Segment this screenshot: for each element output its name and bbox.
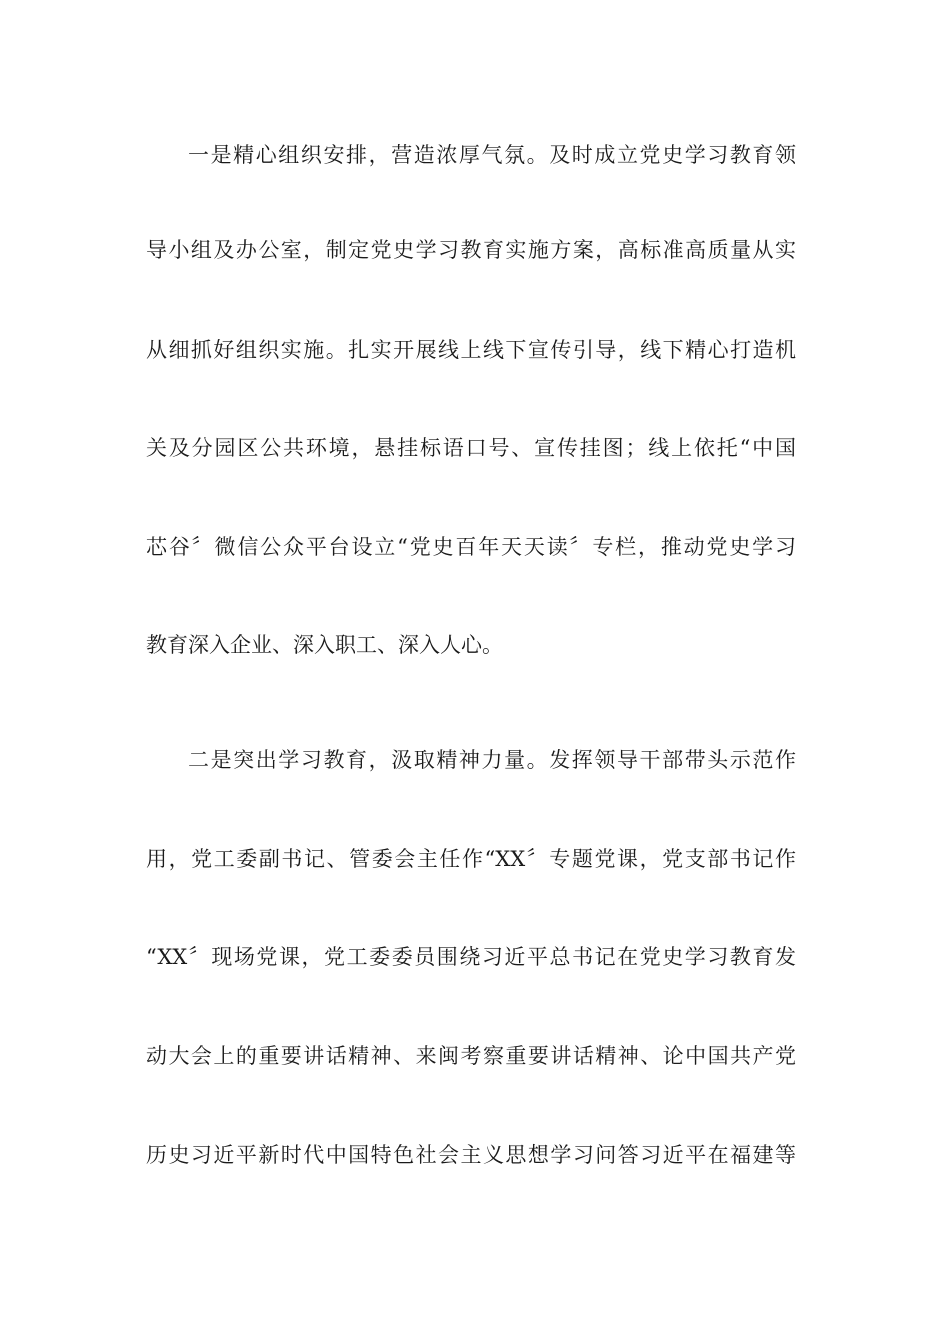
paragraph-1-line-6: 教育深入企业、深入职工、深入人心。 xyxy=(146,633,503,657)
paragraph-1-line-4: 关及分园区公共环境，悬挂标语口号、宣传挂图；线上依托“中国 xyxy=(146,436,796,460)
paragraph-1-line-1: 一是精心组织安排，营造浓厚气氛。及时成立党史学习教育领 xyxy=(188,143,796,167)
paragraph-2-line-3: “XX〞现场党课，党工委委员围绕习近平总书记在党史学习教育发 xyxy=(146,945,796,969)
paragraph-2-line-4: 动大会上的重要讲话精神、来闽考察重要讲话精神、论中国共产党 xyxy=(146,1044,796,1068)
paragraph-1-line-5: 芯谷〞微信公众平台设立“党史百年天天读〞专栏，推动党史学习 xyxy=(146,535,796,559)
paragraph-1-line-2: 导小组及办公室，制定党史学习教育实施方案，高标准高质量从实 xyxy=(146,238,796,262)
paragraph-1-line-3: 从细抓好组织实施。扎实开展线上线下宣传引导，线下精心打造机 xyxy=(146,338,796,362)
paragraph-2-line-2: 用，党工委副书记、管委会主任作“XX〞专题党课，党支部书记作 xyxy=(146,847,796,871)
paragraph-2-line-1: 二是突出学习教育，汲取精神力量。发挥领导干部带头示范作 xyxy=(188,748,796,772)
paragraph-2-line-5: 历史习近平新时代中国特色社会主义思想学习问答习近平在福建等 xyxy=(146,1143,796,1167)
